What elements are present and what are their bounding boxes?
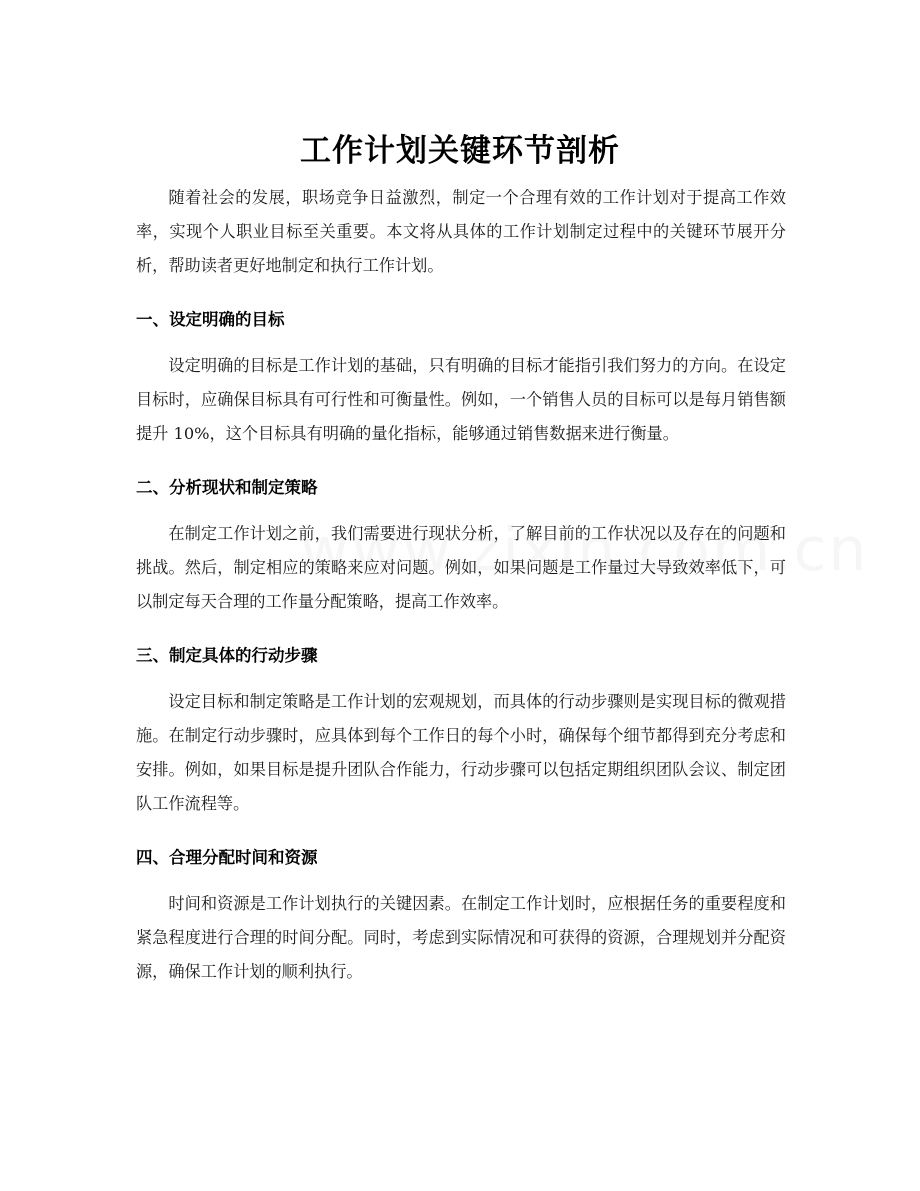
section-body-2: 在制定工作计划之前，我们需要进行现状分析，了解目前的工作状况以及存在的问题和挑战。然后，制定相应的策略来应对问题。例如，如果问题是工作量过大导致效率低下，可以制定每天合理的工作量分配策略，提高工作效率。 [136,524,786,611]
section-heading-3: 三、制定具体的行动步骤 [136,646,318,665]
section-body-3: 设定目标和制定策略是工作计划的宏观规划，而具体的行动步骤则是实现目标的微观措施。在制定行动步骤时，应具体到每个工作日的每个小时，确保每个细节都得到充分考虑和安排。例如，如果目标是提升团队合作能力，行动步骤可以包括定期组织团队会议、制定团队工作流程等。 [136,692,786,813]
document-body [136,181,786,989]
intro-paragraph: 随着社会的发展，职场竞争日益激烈，制定一个合理有效的工作计划对于提高工作效率，实现个人职业目标至关重要。本文将从具体的工作计划制定过程中的关键环节展开分析，帮助读者更好地制定和执行工作计划。 [136,188,786,275]
section-heading-1: 一、设定明确的目标 [136,310,285,329]
section-heading-4: 四、合理分配时间和资源 [136,848,318,867]
document-title: 工作计划关键环节剖析 [300,132,620,169]
section-body-4: 时间和资源是工作计划执行的关键因素。在制定工作计划时，应根据任务的重要程度和紧急程度进行合理的时间分配。同时，考虑到实际情况和可获得的资源，合理规划并分配资源，确保工作计划的顺利执行。 [136,894,786,981]
section-heading-2: 二、分析现状和制定策略 [136,478,318,497]
section-body-1: 设定明确的目标是工作计划的基础，只有明确的目标才能指引我们努力的方向。在设定目标时，应确保目标具有可行性和可衡量性。例如，一个销售人员的目标可以是每月销售额提升 10%，这个目标具有明确的量化指标，能够通过销售数据来进行衡量。 [136,356,786,443]
